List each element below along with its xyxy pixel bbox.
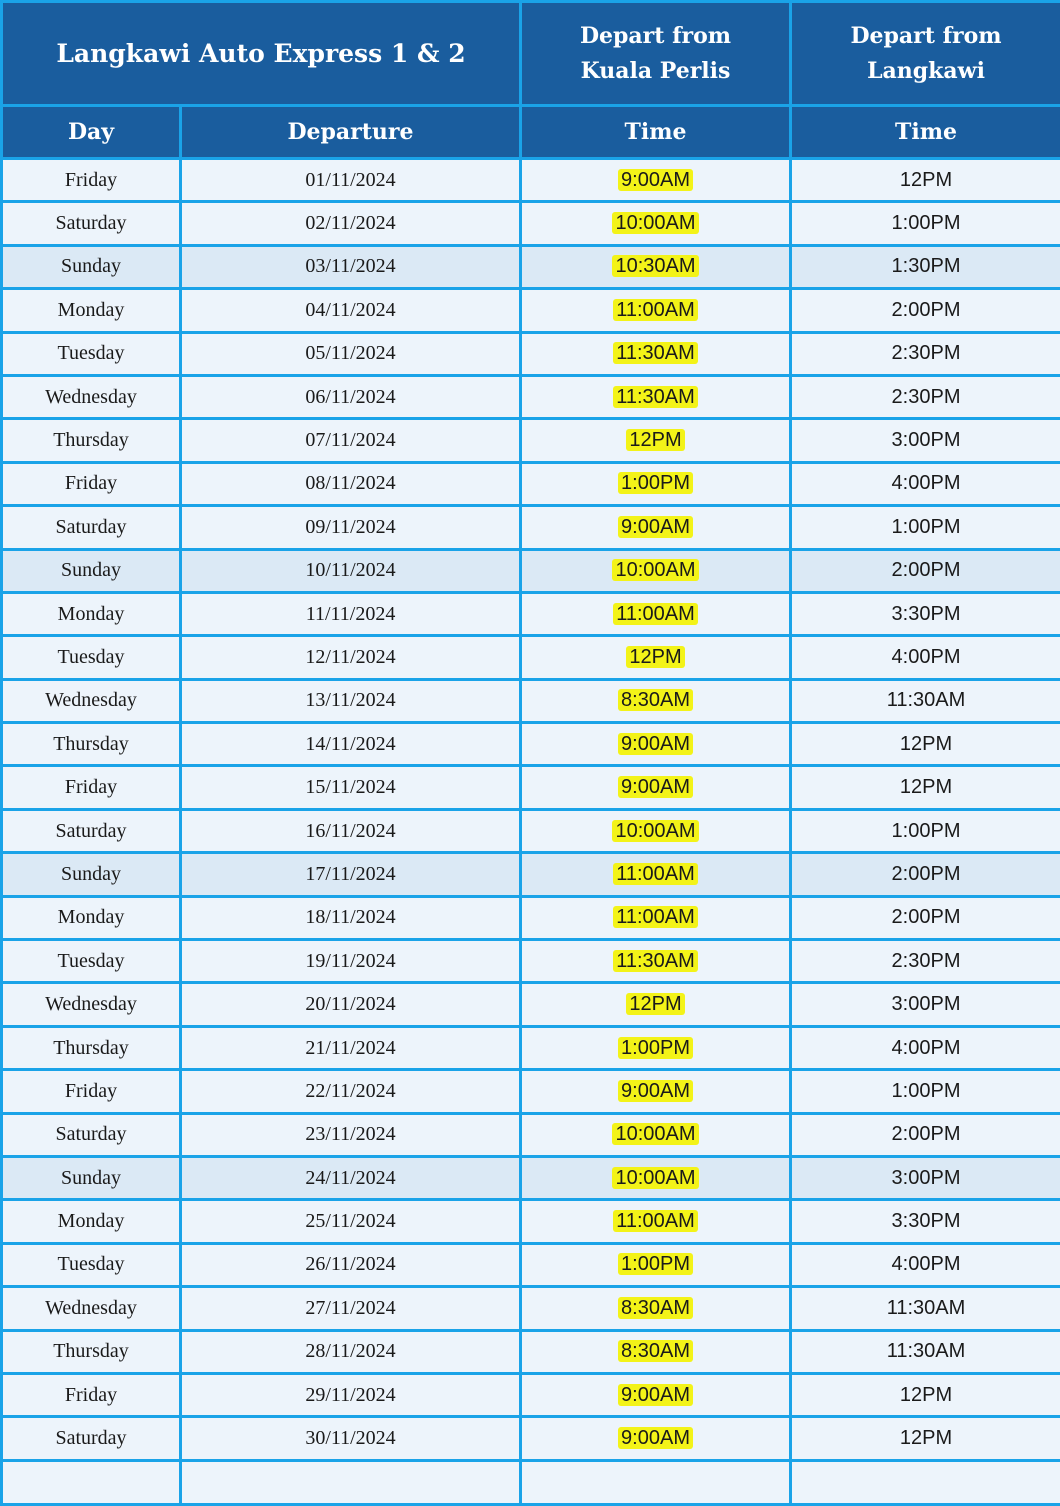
highlighted-time: 12PM [626, 429, 684, 451]
table-row [2, 1417, 1060, 1460]
departure-date-cell: 10/11/2024 [181, 549, 521, 592]
time-kuala-perlis-cell [521, 1200, 791, 1243]
time-kuala-perlis-cell [521, 940, 791, 983]
highlighted-time: 11:30AM [613, 950, 698, 972]
table-row [2, 809, 1060, 852]
departure-date-cell: 25/11/2024 [181, 1200, 521, 1243]
time-kuala-perlis-cell [521, 202, 791, 245]
schedule-body [2, 159, 1060, 1505]
departure-date-cell: 18/11/2024 [181, 896, 521, 939]
departure-date-cell: 02/11/2024 [181, 202, 521, 245]
time-kuala-perlis-cell [521, 1243, 791, 1286]
departure-date-cell: 01/11/2024 [181, 159, 521, 202]
highlighted-time: 10:00AM [612, 212, 698, 234]
day-cell: Wednesday [2, 1287, 181, 1330]
departure-date-cell: 28/11/2024 [181, 1330, 521, 1373]
departure-date-cell: 22/11/2024 [181, 1070, 521, 1113]
departure-date-cell: 07/11/2024 [181, 419, 521, 462]
departure-date-cell: 20/11/2024 [181, 983, 521, 1026]
highlighted-time: 10:00AM [612, 559, 698, 581]
departure-date-cell: 11/11/2024 [181, 592, 521, 635]
departure-date-cell: 16/11/2024 [181, 809, 521, 852]
table-row [2, 592, 1060, 635]
table-row [2, 896, 1060, 939]
day-cell: Friday [2, 1070, 181, 1113]
empty-cell [181, 1460, 521, 1504]
time-langkawi-cell: 1:00PM [791, 202, 1060, 245]
time-langkawi-cell: 2:00PM [791, 1113, 1060, 1156]
table-row [2, 1070, 1060, 1113]
day-cell: Sunday [2, 245, 181, 288]
header-row-1 [2, 2, 1060, 106]
time-langkawi-cell: 12PM [791, 766, 1060, 809]
header-depart-langkawi-line2: Langkawi [792, 54, 1060, 89]
time-kuala-perlis-cell [521, 679, 791, 722]
time-langkawi-cell: 12PM [791, 1373, 1060, 1416]
day-cell: Tuesday [2, 332, 181, 375]
time-langkawi-cell: 4:00PM [791, 636, 1060, 679]
time-langkawi-cell: 3:30PM [791, 592, 1060, 635]
table-row [2, 1113, 1060, 1156]
highlighted-time: 11:00AM [613, 299, 698, 321]
empty-cell [2, 1460, 181, 1504]
time-langkawi-cell: 2:30PM [791, 940, 1060, 983]
time-kuala-perlis-cell [521, 332, 791, 375]
table-row [2, 289, 1060, 332]
day-cell: Saturday [2, 202, 181, 245]
time-langkawi-cell: 12PM [791, 723, 1060, 766]
time-kuala-perlis-cell [521, 1070, 791, 1113]
table-row [2, 983, 1060, 1026]
time-langkawi-cell: 1:00PM [791, 809, 1060, 852]
time-kuala-perlis-cell [521, 1417, 791, 1460]
header-depart-langkawi-line1: Depart from [792, 19, 1060, 54]
highlighted-time: 8:30AM [618, 689, 693, 711]
time-langkawi-cell: 3:00PM [791, 983, 1060, 1026]
header-row-2 [2, 106, 1060, 159]
departure-date-cell: 05/11/2024 [181, 332, 521, 375]
time-langkawi-cell: 11:30AM [791, 679, 1060, 722]
highlighted-time: 9:00AM [618, 1080, 693, 1102]
highlighted-time: 10:00AM [612, 1123, 698, 1145]
header-depart-langkawi [791, 2, 1060, 106]
time-kuala-perlis-cell [521, 896, 791, 939]
time-kuala-perlis-cell [521, 506, 791, 549]
time-langkawi-cell: 3:30PM [791, 1200, 1060, 1243]
day-cell: Friday [2, 159, 181, 202]
highlighted-time: 11:00AM [613, 906, 698, 928]
time-kuala-perlis-cell [521, 1330, 791, 1373]
day-cell: Saturday [2, 809, 181, 852]
time-langkawi-cell: 2:00PM [791, 896, 1060, 939]
time-kuala-perlis-cell [521, 462, 791, 505]
departure-date-cell: 21/11/2024 [181, 1026, 521, 1069]
departure-date-cell: 15/11/2024 [181, 766, 521, 809]
departure-date-cell: 17/11/2024 [181, 853, 521, 896]
highlighted-time: 8:30AM [618, 1297, 693, 1319]
table-row [2, 636, 1060, 679]
day-cell: Saturday [2, 1113, 181, 1156]
day-cell: Sunday [2, 853, 181, 896]
highlighted-time: 12PM [626, 993, 684, 1015]
highlighted-time: 9:00AM [618, 733, 693, 755]
highlighted-time: 11:00AM [613, 863, 698, 885]
time-langkawi-cell: 11:30AM [791, 1287, 1060, 1330]
table-row [2, 1243, 1060, 1286]
day-cell: Monday [2, 289, 181, 332]
departure-date-cell: 08/11/2024 [181, 462, 521, 505]
table-row [2, 853, 1060, 896]
time-langkawi-cell: 1:00PM [791, 506, 1060, 549]
time-kuala-perlis-cell [521, 1026, 791, 1069]
highlighted-time: 11:00AM [613, 603, 698, 625]
day-cell: Wednesday [2, 983, 181, 1026]
table-row [2, 202, 1060, 245]
table-row [2, 1373, 1060, 1416]
time-langkawi-cell: 4:00PM [791, 462, 1060, 505]
time-langkawi-cell: 1:00PM [791, 1070, 1060, 1113]
day-cell: Friday [2, 766, 181, 809]
day-cell: Tuesday [2, 636, 181, 679]
departure-date-cell: 09/11/2024 [181, 506, 521, 549]
time-kuala-perlis-cell [521, 419, 791, 462]
day-cell: Tuesday [2, 940, 181, 983]
highlighted-time: 1:00PM [618, 1253, 693, 1275]
day-cell: Monday [2, 896, 181, 939]
time-langkawi-cell: 3:00PM [791, 419, 1060, 462]
time-kuala-perlis-cell [521, 549, 791, 592]
day-cell: Thursday [2, 1026, 181, 1069]
table-row [2, 245, 1060, 288]
table-row [2, 1330, 1060, 1373]
departure-date-cell: 27/11/2024 [181, 1287, 521, 1330]
highlighted-time: 10:00AM [612, 820, 698, 842]
day-cell: Friday [2, 462, 181, 505]
day-cell: Wednesday [2, 679, 181, 722]
time-kuala-perlis-cell [521, 289, 791, 332]
time-kuala-perlis-cell [521, 723, 791, 766]
table-row [2, 1287, 1060, 1330]
table-row [2, 549, 1060, 592]
day-cell: Friday [2, 1373, 181, 1416]
column-header-departure: Departure [181, 106, 521, 159]
table-row [2, 375, 1060, 418]
day-cell: Tuesday [2, 1243, 181, 1286]
table-row [2, 1026, 1060, 1069]
time-langkawi-cell: 2:00PM [791, 289, 1060, 332]
time-langkawi-cell: 3:00PM [791, 1156, 1060, 1199]
day-cell: Thursday [2, 1330, 181, 1373]
highlighted-time: 9:00AM [618, 776, 693, 798]
day-cell: Sunday [2, 1156, 181, 1199]
time-kuala-perlis-cell [521, 636, 791, 679]
departure-date-cell: 23/11/2024 [181, 1113, 521, 1156]
time-langkawi-cell: 4:00PM [791, 1243, 1060, 1286]
day-cell: Thursday [2, 723, 181, 766]
time-langkawi-cell: 2:30PM [791, 375, 1060, 418]
day-cell: Saturday [2, 506, 181, 549]
column-header-day: Day [2, 106, 181, 159]
time-langkawi-cell: 11:30AM [791, 1330, 1060, 1373]
time-kuala-perlis-cell [521, 853, 791, 896]
header-depart-kuala-perlis [521, 2, 791, 106]
highlighted-time: 9:00AM [618, 516, 693, 538]
time-kuala-perlis-cell [521, 1156, 791, 1199]
time-kuala-perlis-cell [521, 375, 791, 418]
highlighted-time: 1:00PM [618, 1037, 693, 1059]
time-kuala-perlis-cell [521, 809, 791, 852]
departure-date-cell: 26/11/2024 [181, 1243, 521, 1286]
table-row [2, 506, 1060, 549]
time-langkawi-cell: 4:00PM [791, 1026, 1060, 1069]
time-kuala-perlis-cell [521, 1113, 791, 1156]
departure-date-cell: 14/11/2024 [181, 723, 521, 766]
time-kuala-perlis-cell [521, 245, 791, 288]
departure-date-cell: 30/11/2024 [181, 1417, 521, 1460]
header-depart-kuala-perlis-line1: Depart from [522, 19, 789, 54]
time-langkawi-cell: 2:30PM [791, 332, 1060, 375]
table-row [2, 419, 1060, 462]
departure-date-cell: 03/11/2024 [181, 245, 521, 288]
time-langkawi-cell: 12PM [791, 159, 1060, 202]
time-kuala-perlis-cell [521, 592, 791, 635]
header-depart-kuala-perlis-line2: Kuala Perlis [522, 54, 789, 89]
departure-date-cell: 04/11/2024 [181, 289, 521, 332]
table-row [2, 766, 1060, 809]
time-kuala-perlis-cell [521, 766, 791, 809]
day-cell: Saturday [2, 1417, 181, 1460]
empty-cell [521, 1460, 791, 1504]
highlighted-time: 12PM [626, 646, 684, 668]
highlighted-time: 9:00AM [618, 1427, 693, 1449]
departure-date-cell: 19/11/2024 [181, 940, 521, 983]
table-row [2, 723, 1060, 766]
departure-date-cell: 12/11/2024 [181, 636, 521, 679]
table-row [2, 679, 1060, 722]
day-cell: Sunday [2, 549, 181, 592]
table-row [2, 332, 1060, 375]
departure-date-cell: 06/11/2024 [181, 375, 521, 418]
day-cell: Thursday [2, 419, 181, 462]
column-header-time-langkawi: Time [791, 106, 1060, 159]
empty-row [2, 1460, 1060, 1504]
highlighted-time: 8:30AM [618, 1340, 693, 1362]
time-langkawi-cell: 12PM [791, 1417, 1060, 1460]
departure-date-cell: 29/11/2024 [181, 1373, 521, 1416]
table-row [2, 940, 1060, 983]
time-kuala-perlis-cell [521, 159, 791, 202]
highlighted-time: 11:30AM [613, 342, 698, 364]
table-row [2, 462, 1060, 505]
highlighted-time: 1:00PM [618, 472, 693, 494]
time-langkawi-cell: 2:00PM [791, 549, 1060, 592]
highlighted-time: 10:30AM [612, 255, 698, 277]
highlighted-time: 9:00AM [618, 169, 693, 191]
time-langkawi-cell: 2:00PM [791, 853, 1060, 896]
time-kuala-perlis-cell [521, 1287, 791, 1330]
time-langkawi-cell: 1:30PM [791, 245, 1060, 288]
highlighted-time: 10:00AM [612, 1167, 698, 1189]
day-cell: Monday [2, 1200, 181, 1243]
departure-date-cell: 24/11/2024 [181, 1156, 521, 1199]
column-header-time-kuala-perlis: Time [521, 106, 791, 159]
highlighted-time: 9:00AM [618, 1384, 693, 1406]
time-kuala-perlis-cell [521, 983, 791, 1026]
table-row [2, 1156, 1060, 1199]
day-cell: Wednesday [2, 375, 181, 418]
table-row [2, 159, 1060, 202]
table-row [2, 1200, 1060, 1243]
departure-date-cell: 13/11/2024 [181, 679, 521, 722]
schedule-title: Langkawi Auto Express 1 & 2 [2, 2, 521, 106]
day-cell: Monday [2, 592, 181, 635]
highlighted-time: 11:00AM [613, 1210, 698, 1232]
time-kuala-perlis-cell [521, 1373, 791, 1416]
highlighted-time: 11:30AM [613, 386, 698, 408]
empty-cell [791, 1460, 1060, 1504]
